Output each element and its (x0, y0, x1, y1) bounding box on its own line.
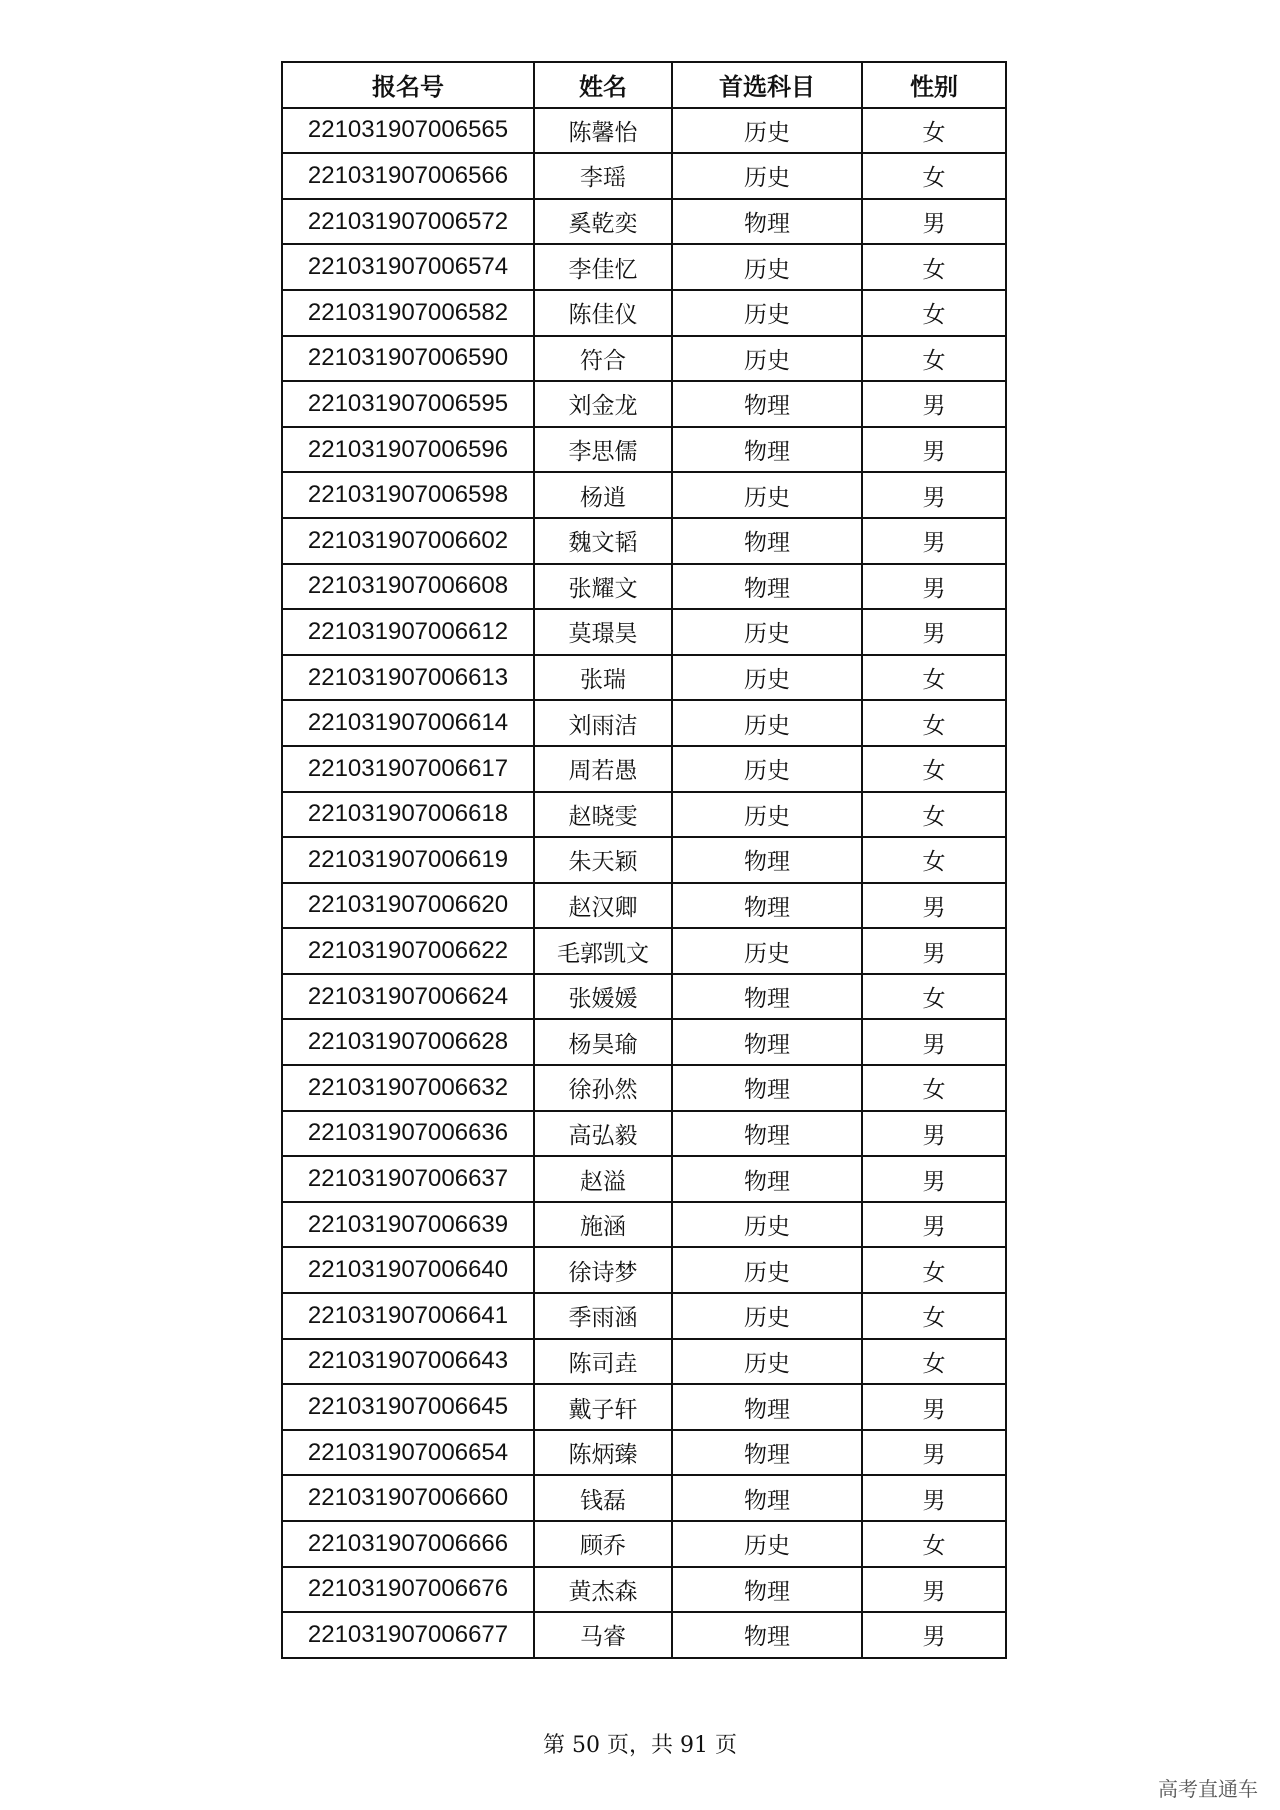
name-cell: 顾乔 (534, 1521, 672, 1567)
header-gender: 性别 (862, 62, 1006, 108)
reg-id-cell: 221031907006641 (282, 1293, 534, 1339)
gender-cell: 男 (862, 518, 1006, 564)
table-body (282, 108, 1006, 1658)
name-cell: 李瑶 (534, 153, 672, 199)
name-cell: 钱磊 (534, 1475, 672, 1521)
name-cell: 赵晓雯 (534, 792, 672, 838)
subject-cell: 物理 (672, 1612, 862, 1658)
name-cell: 陈佳仪 (534, 290, 672, 336)
subject-cell: 物理 (672, 381, 862, 427)
subject-cell: 物理 (672, 564, 862, 610)
reg-id-cell: 221031907006608 (282, 564, 534, 610)
subject-cell: 历史 (672, 655, 862, 701)
subject-cell: 物理 (672, 427, 862, 473)
gender-cell: 男 (862, 1567, 1006, 1613)
subject-cell: 历史 (672, 746, 862, 792)
subject-cell: 历史 (672, 290, 862, 336)
subject-cell: 物理 (672, 1475, 862, 1521)
name-cell: 黄杰森 (534, 1567, 672, 1613)
subject-cell: 物理 (672, 1567, 862, 1613)
table-row (282, 700, 1006, 746)
name-cell: 周若愚 (534, 746, 672, 792)
name-cell: 莫璟昊 (534, 609, 672, 655)
table-row (282, 108, 1006, 154)
reg-id-cell: 221031907006624 (282, 974, 534, 1020)
table-row (282, 472, 1006, 518)
page-number: 第 50 页，共 91 页 (543, 1733, 737, 1758)
name-cell: 李思儒 (534, 427, 672, 473)
name-cell: 毛郭凯文 (534, 928, 672, 974)
name-cell: 徐诗梦 (534, 1247, 672, 1293)
subject-cell: 历史 (672, 1202, 862, 1248)
table-row (282, 746, 1006, 792)
reg-id-cell: 221031907006590 (282, 336, 534, 382)
table-row (282, 244, 1006, 290)
subject-cell: 物理 (672, 1384, 862, 1430)
table-row (282, 609, 1006, 655)
reg-id-cell: 221031907006622 (282, 928, 534, 974)
reg-id-cell: 221031907006666 (282, 1521, 534, 1567)
gender-cell: 男 (862, 1612, 1006, 1658)
table-row (282, 381, 1006, 427)
table-row (282, 1247, 1006, 1293)
table-row (282, 1065, 1006, 1111)
gender-cell: 男 (862, 427, 1006, 473)
header-reg-id: 报名号 (282, 62, 534, 108)
gender-cell: 女 (862, 792, 1006, 838)
header-name: 姓名 (534, 62, 672, 108)
reg-id-cell: 221031907006676 (282, 1567, 534, 1613)
table-row (282, 1430, 1006, 1476)
reg-id-cell: 221031907006660 (282, 1475, 534, 1521)
table-row (282, 655, 1006, 701)
reg-id-cell: 221031907006614 (282, 700, 534, 746)
reg-id-cell: 221031907006637 (282, 1156, 534, 1202)
reg-id-cell: 221031907006677 (282, 1612, 534, 1658)
reg-id-cell: 221031907006598 (282, 472, 534, 518)
gender-cell: 女 (862, 746, 1006, 792)
name-cell: 赵汉卿 (534, 883, 672, 929)
name-cell: 刘金龙 (534, 381, 672, 427)
name-cell: 张媛媛 (534, 974, 672, 1020)
table-row (282, 290, 1006, 336)
table-row (282, 1521, 1006, 1567)
name-cell: 马睿 (534, 1612, 672, 1658)
gender-cell: 男 (862, 1475, 1006, 1521)
name-cell: 魏文韬 (534, 518, 672, 564)
subject-cell: 历史 (672, 108, 862, 154)
reg-id-cell: 221031907006582 (282, 290, 534, 336)
gender-cell: 男 (862, 1202, 1006, 1248)
table-row (282, 564, 1006, 610)
table-row (282, 199, 1006, 245)
name-cell: 高弘毅 (534, 1111, 672, 1157)
gender-cell: 女 (862, 1247, 1006, 1293)
reg-id-cell: 221031907006572 (282, 199, 534, 245)
name-cell: 朱天颖 (534, 837, 672, 883)
name-cell: 施涵 (534, 1202, 672, 1248)
table-row (282, 518, 1006, 564)
gender-cell: 男 (862, 199, 1006, 245)
table-row (282, 883, 1006, 929)
name-cell: 刘雨洁 (534, 700, 672, 746)
name-cell: 张瑞 (534, 655, 672, 701)
reg-id-cell: 221031907006565 (282, 108, 534, 154)
subject-cell: 历史 (672, 609, 862, 655)
gender-cell: 女 (862, 1065, 1006, 1111)
subject-cell: 物理 (672, 1111, 862, 1157)
gender-cell: 男 (862, 1156, 1006, 1202)
gender-cell: 男 (862, 928, 1006, 974)
reg-id-cell: 221031907006643 (282, 1339, 534, 1385)
reg-id-cell: 221031907006574 (282, 244, 534, 290)
reg-id-cell: 221031907006645 (282, 1384, 534, 1430)
subject-cell: 历史 (672, 244, 862, 290)
gender-cell: 女 (862, 108, 1006, 154)
name-cell: 徐孙然 (534, 1065, 672, 1111)
gender-cell: 男 (862, 1111, 1006, 1157)
name-cell: 赵溢 (534, 1156, 672, 1202)
table-row (282, 427, 1006, 473)
subject-cell: 历史 (672, 1521, 862, 1567)
subject-cell: 历史 (672, 472, 862, 518)
name-cell: 杨昊瑜 (534, 1019, 672, 1065)
gender-cell: 男 (862, 564, 1006, 610)
reg-id-cell: 221031907006619 (282, 837, 534, 883)
subject-cell: 物理 (672, 1156, 862, 1202)
name-cell: 戴子轩 (534, 1384, 672, 1430)
gender-cell: 男 (862, 1384, 1006, 1430)
table-row (282, 1019, 1006, 1065)
name-cell: 李佳忆 (534, 244, 672, 290)
gender-cell: 女 (862, 700, 1006, 746)
gender-cell: 女 (862, 974, 1006, 1020)
gender-cell: 女 (862, 1339, 1006, 1385)
subject-cell: 历史 (672, 336, 862, 382)
name-cell: 奚乾奕 (534, 199, 672, 245)
subject-cell: 物理 (672, 199, 862, 245)
table-row (282, 1293, 1006, 1339)
reg-id-cell: 221031907006596 (282, 427, 534, 473)
table-row (282, 1384, 1006, 1430)
reg-id-cell: 221031907006595 (282, 381, 534, 427)
subject-cell: 历史 (672, 928, 862, 974)
reg-id-cell: 221031907006654 (282, 1430, 534, 1476)
subject-cell: 物理 (672, 883, 862, 929)
table-row (282, 1202, 1006, 1248)
table-row (282, 974, 1006, 1020)
name-cell: 符合 (534, 336, 672, 382)
table-header-row (282, 62, 1006, 108)
subject-cell: 物理 (672, 1065, 862, 1111)
watermark-text: 高考直通车 (1158, 1777, 1258, 1801)
reg-id-cell: 221031907006612 (282, 609, 534, 655)
table-row (282, 1612, 1006, 1658)
gender-cell: 女 (862, 655, 1006, 701)
subject-cell: 物理 (672, 1430, 862, 1476)
subject-cell: 物理 (672, 837, 862, 883)
table-row (282, 1339, 1006, 1385)
name-cell: 陈炳臻 (534, 1430, 672, 1476)
reg-id-cell: 221031907006618 (282, 792, 534, 838)
gender-cell: 女 (862, 1521, 1006, 1567)
gender-cell: 男 (862, 1430, 1006, 1476)
subject-cell: 物理 (672, 1019, 862, 1065)
gender-cell: 男 (862, 472, 1006, 518)
reg-id-cell: 221031907006632 (282, 1065, 534, 1111)
table-row (282, 153, 1006, 199)
gender-cell: 女 (862, 336, 1006, 382)
reg-id-cell: 221031907006628 (282, 1019, 534, 1065)
name-cell: 陈司垚 (534, 1339, 672, 1385)
subject-cell: 历史 (672, 700, 862, 746)
reg-id-cell: 221031907006566 (282, 153, 534, 199)
reg-id-cell: 221031907006640 (282, 1247, 534, 1293)
subject-cell: 历史 (672, 1293, 862, 1339)
reg-id-cell: 221031907006639 (282, 1202, 534, 1248)
name-cell: 杨逍 (534, 472, 672, 518)
table-row (282, 1567, 1006, 1613)
table-row (282, 1156, 1006, 1202)
subject-cell: 历史 (672, 153, 862, 199)
gender-cell: 女 (862, 290, 1006, 336)
subject-cell: 物理 (672, 518, 862, 564)
gender-cell: 女 (862, 153, 1006, 199)
gender-cell: 男 (862, 1019, 1006, 1065)
gender-cell: 女 (862, 244, 1006, 290)
subject-cell: 历史 (672, 1247, 862, 1293)
gender-cell: 男 (862, 883, 1006, 929)
name-cell: 张耀文 (534, 564, 672, 610)
header-subject: 首选科目 (672, 62, 862, 108)
reg-id-cell: 221031907006620 (282, 883, 534, 929)
name-cell: 季雨涵 (534, 1293, 672, 1339)
table-row (282, 792, 1006, 838)
table-row (282, 1111, 1006, 1157)
table-row (282, 336, 1006, 382)
subject-cell: 历史 (672, 1339, 862, 1385)
gender-cell: 女 (862, 1293, 1006, 1339)
reg-id-cell: 221031907006617 (282, 746, 534, 792)
subject-cell: 历史 (672, 792, 862, 838)
reg-id-cell: 221031907006636 (282, 1111, 534, 1157)
name-cell: 陈馨怡 (534, 108, 672, 154)
table-row (282, 837, 1006, 883)
reg-id-cell: 221031907006602 (282, 518, 534, 564)
gender-cell: 男 (862, 609, 1006, 655)
subject-cell: 物理 (672, 974, 862, 1020)
table-row (282, 928, 1006, 974)
gender-cell: 男 (862, 381, 1006, 427)
gender-cell: 女 (862, 837, 1006, 883)
registration-table (281, 61, 1007, 1659)
reg-id-cell: 221031907006613 (282, 655, 534, 701)
table-row (282, 1475, 1006, 1521)
